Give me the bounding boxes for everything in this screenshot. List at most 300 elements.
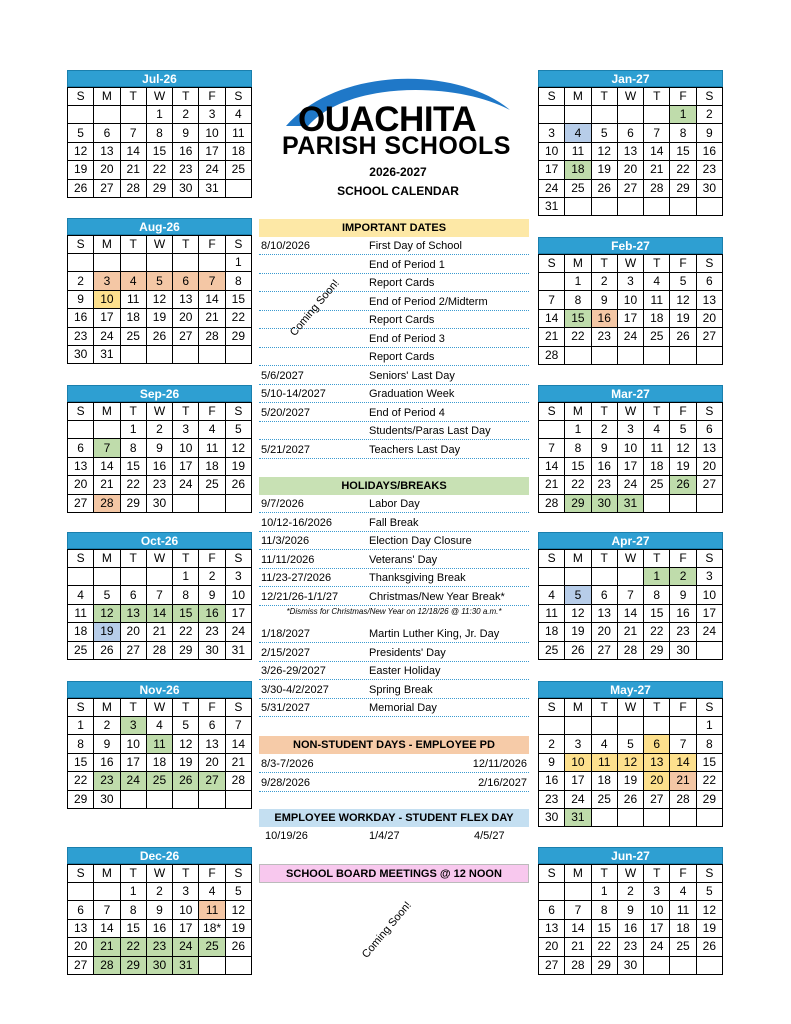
weekday-label: S: [696, 255, 722, 273]
day-cell: 20: [696, 309, 722, 327]
day-cell: 2: [539, 735, 565, 753]
weekday-label: M: [565, 88, 591, 106]
weekday-label: S: [68, 88, 94, 106]
day-cell: 4: [199, 421, 225, 439]
day-cell: 3: [617, 421, 643, 439]
day-cell: [670, 197, 696, 215]
month-mar-27: [538, 385, 723, 513]
day-cell: 1: [173, 568, 199, 586]
day-cell: 5: [696, 883, 722, 901]
month-nov-26: [67, 681, 252, 809]
day-cell: [120, 106, 146, 124]
day-cell: 6: [539, 901, 565, 919]
month-title: May-27: [538, 681, 723, 698]
employee-workday-header: EMPLOYEE WORKDAY - STUDENT FLEX DAY: [259, 809, 529, 827]
day-cell: [670, 494, 696, 512]
weekday-label: S: [68, 699, 94, 717]
day-cell: 23: [146, 938, 172, 956]
day-cell: 3: [565, 735, 591, 753]
day-cell: 5: [94, 586, 120, 604]
day-cell: 27: [591, 641, 617, 659]
day-cell: 20: [94, 161, 120, 179]
day-cell: 14: [120, 142, 146, 160]
day-cell: 22: [565, 328, 591, 346]
logo-line2: PARISH SCHOOLS: [282, 132, 511, 160]
month-aug-26: [67, 218, 252, 364]
date-text: 9/7/2026: [261, 498, 304, 510]
day-cell: 29: [120, 956, 146, 974]
day-cell: 5: [670, 421, 696, 439]
weekday-label: M: [94, 865, 120, 883]
day-cell: [644, 197, 670, 215]
day-cell: 10: [173, 439, 199, 457]
day-cell: 25: [644, 328, 670, 346]
day-cell: 4: [225, 106, 251, 124]
date-text: 8/3-7/2026: [261, 758, 314, 770]
day-cell: 22: [644, 623, 670, 641]
day-cell: 8: [120, 901, 146, 919]
day-cell: 8: [146, 124, 172, 142]
day-cell: 3: [199, 106, 225, 124]
day-cell: 10: [644, 901, 670, 919]
day-cell: 22: [173, 623, 199, 641]
day-cell: 11: [565, 142, 591, 160]
day-cell: 16: [94, 753, 120, 771]
day-cell: [696, 808, 722, 826]
day-cell: 27: [644, 790, 670, 808]
day-cell: [565, 106, 591, 124]
day-cell: 24: [225, 623, 251, 641]
day-cell: 26: [670, 328, 696, 346]
day-cell: [644, 106, 670, 124]
day-cell: 13: [94, 142, 120, 160]
day-cell: [94, 254, 120, 272]
day-cell: 15: [565, 457, 591, 475]
day-cell: 9: [199, 586, 225, 604]
event-text: Veterans' Day: [369, 553, 438, 566]
day-cell: 3: [173, 883, 199, 901]
month-title: Nov-26: [67, 681, 252, 698]
day-cell: 31: [94, 345, 120, 363]
day-cell: 27: [120, 641, 146, 659]
day-cell: 6: [68, 901, 94, 919]
day-cell: 10: [94, 290, 120, 308]
day-cell: 30: [146, 956, 172, 974]
day-cell: 18: [146, 753, 172, 771]
day-cell: 22: [670, 161, 696, 179]
weekday-label: T: [644, 88, 670, 106]
event-text: Election Day Closure: [369, 535, 472, 547]
day-cell: 5: [173, 717, 199, 735]
day-cell: 14: [94, 919, 120, 937]
day-cell: 22: [68, 772, 94, 790]
day-cell: 9: [670, 586, 696, 604]
day-cell: 23: [670, 623, 696, 641]
day-cell: 8: [591, 901, 617, 919]
day-cell: 18: [539, 623, 565, 641]
day-cell: [617, 808, 643, 826]
day-cell: 2: [94, 717, 120, 735]
date-row: [259, 681, 529, 699]
day-cell: 23: [617, 938, 643, 956]
weekday-label: T: [644, 699, 670, 717]
day-cell: 20: [68, 476, 94, 494]
day-cell: 18*: [199, 919, 225, 937]
weekday-label: T: [120, 550, 146, 568]
date-row: [259, 588, 529, 606]
day-cell: [670, 717, 696, 735]
day-cell: 27: [199, 772, 225, 790]
day-cell: 23: [591, 328, 617, 346]
day-cell: 12: [591, 142, 617, 160]
day-cell: [644, 956, 670, 974]
day-cell: 8: [644, 586, 670, 604]
date-text: 5/21/2027: [261, 443, 310, 456]
day-cell: 28: [225, 772, 251, 790]
day-cell: 1: [565, 421, 591, 439]
day-cell: 11: [225, 124, 251, 142]
weekday-label: S: [68, 865, 94, 883]
day-cell: 14: [146, 604, 172, 622]
date-text: 5/10-14/2027: [261, 388, 326, 400]
month-title: Jan-27: [538, 70, 723, 87]
day-cell: 13: [68, 919, 94, 937]
weekday-label: S: [539, 403, 565, 421]
day-cell: 21: [225, 753, 251, 771]
event-text: End of Period 1: [369, 258, 445, 271]
day-cell: 5: [565, 586, 591, 604]
day-cell: 15: [565, 309, 591, 327]
day-cell: 14: [670, 753, 696, 771]
day-cell: 19: [94, 623, 120, 641]
day-cell: 24: [644, 938, 670, 956]
day-cell: 29: [696, 790, 722, 808]
event-text: Christmas/New Year Break*: [369, 590, 505, 603]
event-text: Seniors' Last Day: [369, 369, 455, 382]
weekday-label: W: [146, 550, 172, 568]
day-cell: 21: [120, 161, 146, 179]
day-cell: 4: [670, 883, 696, 901]
date-row: [259, 569, 529, 587]
weekday-label: T: [173, 550, 199, 568]
day-cell: 12: [225, 439, 251, 457]
day-cell: 23: [591, 476, 617, 494]
day-cell: 19: [591, 161, 617, 179]
day-cell: 20: [120, 623, 146, 641]
day-cell: 31: [539, 197, 565, 215]
day-cell: 2: [617, 883, 643, 901]
day-cell: 19: [173, 753, 199, 771]
weekday-label: M: [565, 255, 591, 273]
day-cell: 6: [696, 273, 722, 291]
logo-line1: OUACHITA: [298, 100, 477, 139]
day-cell: 14: [539, 457, 565, 475]
day-cell: 6: [199, 717, 225, 735]
coming-soon-important: Coming Soon!: [287, 277, 342, 339]
day-cell: 21: [146, 623, 172, 641]
day-cell: 20: [173, 309, 199, 327]
weekday-label: T: [591, 699, 617, 717]
day-cell: [68, 254, 94, 272]
day-cell: 31: [199, 179, 225, 197]
day-cell: 18: [565, 161, 591, 179]
day-cell: 18: [225, 142, 251, 160]
day-cell: 24: [696, 623, 722, 641]
day-cell: [617, 717, 643, 735]
important-dates-header: IMPORTANT DATES: [259, 219, 529, 237]
day-cell: 22: [120, 938, 146, 956]
day-cell: 29: [120, 494, 146, 512]
day-cell: 1: [591, 883, 617, 901]
date-text: 11/23-27/2026: [261, 572, 332, 584]
day-cell: 23: [68, 327, 94, 345]
weekday-label: F: [199, 865, 225, 883]
day-cell: [591, 346, 617, 364]
day-cell: 11: [146, 735, 172, 753]
weekday-label: T: [173, 403, 199, 421]
event-text: Martin Luther King, Jr. Day: [369, 628, 500, 640]
weekday-label: M: [565, 403, 591, 421]
event-text: Thanksgiving Break: [369, 572, 466, 584]
day-cell: 13: [617, 142, 643, 160]
event-text: Teachers Last Day: [369, 443, 461, 456]
day-cell: 30: [94, 790, 120, 808]
day-cell: [696, 956, 722, 974]
day-cell: 3: [120, 717, 146, 735]
day-cell: 12: [173, 735, 199, 753]
weekday-label: S: [539, 865, 565, 883]
day-cell: 2: [173, 106, 199, 124]
day-cell: 21: [644, 161, 670, 179]
day-cell: 18: [120, 309, 146, 327]
board-meetings-header: SCHOOL BOARD MEETINGS @ 12 NOON: [259, 864, 529, 883]
day-cell: 19: [670, 457, 696, 475]
weekday-label: S: [225, 699, 251, 717]
date-row: [259, 514, 529, 532]
day-cell: 7: [225, 717, 251, 735]
day-cell: [225, 494, 251, 512]
day-cell: 25: [644, 476, 670, 494]
day-cell: 30: [696, 179, 722, 197]
weekday-label: W: [617, 403, 643, 421]
day-cell: 26: [670, 476, 696, 494]
day-cell: 30: [68, 345, 94, 363]
day-cell: [591, 197, 617, 215]
date-row: [259, 644, 529, 662]
event-text: Presidents' Day: [369, 646, 446, 659]
day-cell: 26: [591, 179, 617, 197]
day-cell: 24: [617, 328, 643, 346]
day-cell: 22: [696, 772, 722, 790]
day-cell: [173, 790, 199, 808]
day-cell: 5: [68, 124, 94, 142]
day-cell: 21: [565, 938, 591, 956]
day-cell: [670, 808, 696, 826]
weekday-label: W: [617, 699, 643, 717]
day-cell: 27: [68, 494, 94, 512]
day-cell: 18: [591, 772, 617, 790]
day-cell: [696, 197, 722, 215]
day-cell: [565, 346, 591, 364]
day-cell: 31: [617, 494, 643, 512]
date-row: [259, 551, 529, 569]
day-cell: 28: [199, 327, 225, 345]
weekday-label: T: [120, 403, 146, 421]
day-cell: 17: [539, 161, 565, 179]
day-cell: 16: [670, 604, 696, 622]
weekday-label: M: [565, 550, 591, 568]
day-cell: [120, 790, 146, 808]
date-text: 11/3/2026: [261, 535, 310, 547]
date-row: [259, 385, 529, 403]
day-cell: 8: [670, 124, 696, 142]
weekday-label: T: [644, 403, 670, 421]
weekday-label: W: [617, 865, 643, 883]
event-text: Easter Holiday: [369, 665, 441, 677]
day-cell: 9: [591, 291, 617, 309]
day-cell: 13: [68, 457, 94, 475]
date-row: [259, 495, 529, 513]
day-cell: 28: [94, 494, 120, 512]
month-jan-27: [538, 70, 723, 216]
day-cell: 7: [670, 735, 696, 753]
weekday-label: T: [591, 403, 617, 421]
weekday-label: F: [670, 865, 696, 883]
weekday-label: W: [146, 403, 172, 421]
day-cell: 26: [173, 772, 199, 790]
day-cell: 16: [591, 457, 617, 475]
day-cell: 28: [539, 494, 565, 512]
day-cell: 5: [591, 124, 617, 142]
workday-date: 10/19/26: [265, 830, 308, 842]
weekday-label: S: [696, 88, 722, 106]
day-cell: 23: [173, 161, 199, 179]
day-cell: 24: [565, 790, 591, 808]
day-cell: 7: [94, 439, 120, 457]
day-cell: 28: [94, 956, 120, 974]
day-cell: 12: [565, 604, 591, 622]
day-cell: 1: [644, 568, 670, 586]
month-title: Jun-27: [538, 847, 723, 864]
date-row: [259, 755, 529, 773]
day-cell: 6: [696, 421, 722, 439]
day-cell: 18: [644, 457, 670, 475]
day-cell: 4: [644, 421, 670, 439]
weekday-label: F: [670, 255, 696, 273]
day-cell: 31: [173, 956, 199, 974]
date-text: 2/15/2027: [261, 646, 310, 659]
day-cell: 25: [146, 772, 172, 790]
day-cell: 29: [225, 327, 251, 345]
day-cell: [120, 254, 146, 272]
day-cell: 11: [68, 604, 94, 622]
day-cell: 29: [670, 179, 696, 197]
day-cell: 23: [696, 161, 722, 179]
weekday-label: T: [644, 550, 670, 568]
day-cell: 17: [225, 604, 251, 622]
day-cell: 19: [225, 919, 251, 937]
date-row: [259, 441, 529, 459]
day-cell: 15: [146, 142, 172, 160]
day-cell: [225, 179, 251, 197]
event-text: Report Cards: [369, 277, 435, 289]
day-cell: 16: [68, 309, 94, 327]
weekday-label: S: [68, 236, 94, 254]
day-cell: [146, 568, 172, 586]
day-cell: 17: [617, 309, 643, 327]
day-cell: [565, 717, 591, 735]
day-cell: 2: [68, 272, 94, 290]
day-cell: 3: [539, 124, 565, 142]
day-cell: 18: [670, 919, 696, 937]
holidays-header: HOLIDAYS/BREAKS: [259, 477, 529, 495]
weekday-label: F: [670, 550, 696, 568]
weekday-label: M: [94, 236, 120, 254]
date-row: [259, 348, 529, 366]
weekday-label: T: [120, 236, 146, 254]
weekday-label: T: [120, 88, 146, 106]
day-cell: 17: [565, 772, 591, 790]
day-cell: [199, 254, 225, 272]
day-cell: 23: [199, 623, 225, 641]
date-text: 5/31/2027: [261, 702, 310, 714]
day-cell: 8: [565, 439, 591, 457]
day-cell: 10: [120, 735, 146, 753]
event-text: Spring Break: [369, 683, 433, 696]
day-cell: [644, 494, 670, 512]
weekday-label: S: [696, 403, 722, 421]
day-cell: 6: [68, 439, 94, 457]
day-cell: 7: [565, 901, 591, 919]
day-cell: 27: [617, 179, 643, 197]
day-cell: 15: [696, 753, 722, 771]
day-cell: [539, 421, 565, 439]
day-cell: 12: [617, 753, 643, 771]
day-cell: 7: [539, 291, 565, 309]
day-cell: 21: [670, 772, 696, 790]
date-row: [259, 699, 529, 717]
date-text-right: 12/11/2026: [472, 758, 527, 770]
day-cell: [120, 345, 146, 363]
month-title: Apr-27: [538, 532, 723, 549]
weekday-label: F: [199, 236, 225, 254]
day-cell: 23: [94, 772, 120, 790]
day-cell: 27: [696, 328, 722, 346]
day-cell: 26: [146, 327, 172, 345]
day-cell: 17: [173, 919, 199, 937]
event-text: Fall Break: [369, 516, 419, 529]
event-text: First Day of School: [369, 240, 462, 252]
day-cell: 29: [591, 956, 617, 974]
day-cell: 23: [539, 790, 565, 808]
day-cell: 11: [644, 439, 670, 457]
day-cell: 10: [173, 901, 199, 919]
day-cell: 2: [696, 106, 722, 124]
day-cell: 7: [539, 439, 565, 457]
day-cell: 10: [225, 586, 251, 604]
event-text: Report Cards: [369, 351, 435, 363]
day-cell: 25: [199, 938, 225, 956]
day-cell: 8: [565, 291, 591, 309]
day-cell: 11: [670, 901, 696, 919]
day-cell: 8: [173, 586, 199, 604]
day-cell: 12: [670, 291, 696, 309]
day-cell: 30: [539, 808, 565, 826]
day-cell: 20: [539, 938, 565, 956]
day-cell: 28: [644, 179, 670, 197]
weekday-label: F: [670, 88, 696, 106]
weekday-label: M: [94, 699, 120, 717]
